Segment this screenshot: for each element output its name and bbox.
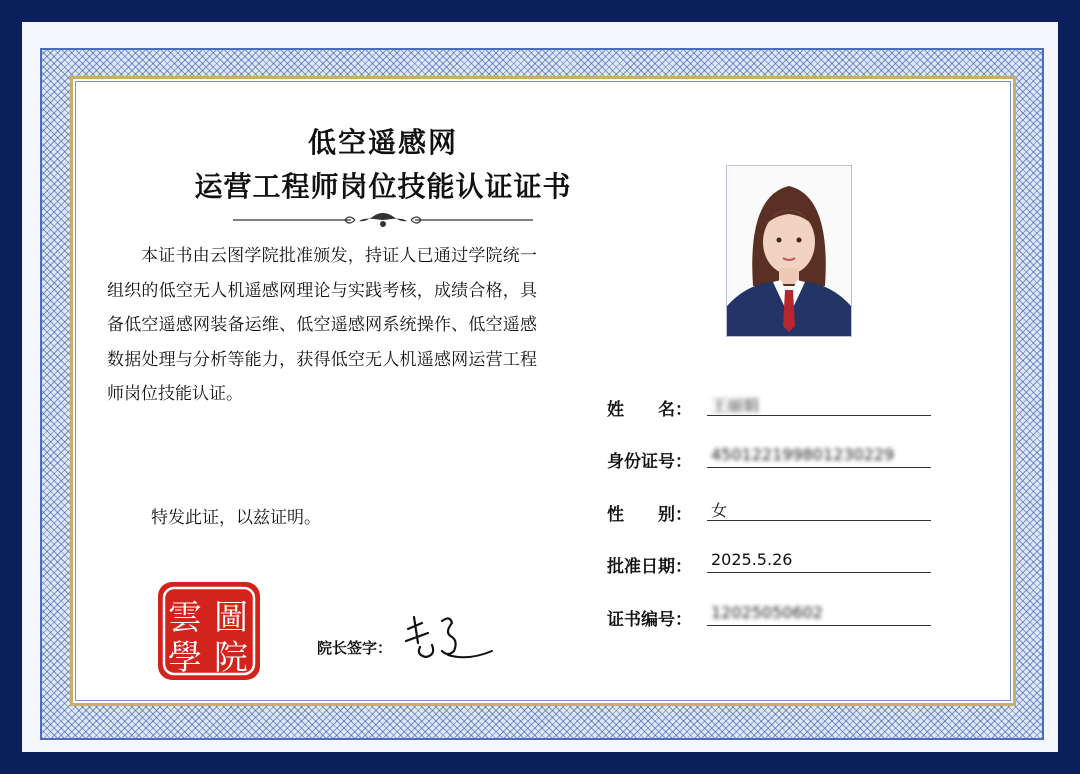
certificate-sheet	[22, 22, 1058, 752]
field-date-value: 2025.5.26	[707, 550, 931, 573]
id-number-value-text: 450122199801230229	[711, 445, 895, 464]
field-id-number	[607, 444, 927, 474]
field-date-label: 批准日期：	[607, 557, 692, 577]
field-cert-no	[607, 602, 927, 632]
field-cert-no-label: 证书编号：	[607, 610, 692, 630]
title-ornament-icon	[223, 209, 543, 231]
name-value-text: 王丽娟	[711, 396, 760, 415]
svg-text:圖: 圖	[214, 598, 248, 638]
field-cert-no-value	[707, 603, 931, 626]
svg-text:學: 學	[168, 638, 202, 678]
certificate-title-line2: 运营工程师岗位技能认证证书	[194, 170, 572, 203]
field-name-label: 姓 名：	[607, 400, 692, 420]
field-gender-label: 性 别：	[607, 505, 692, 525]
field-date	[607, 549, 927, 579]
svg-text:院: 院	[214, 638, 248, 678]
field-name	[607, 392, 927, 422]
certificate-title-line1: 低空遥感网	[307, 126, 458, 159]
field-name-value	[707, 393, 931, 416]
college-seal-icon	[155, 579, 263, 683]
field-id-number-label: 身份证号：	[607, 452, 692, 472]
dean-signature-icon	[398, 599, 498, 669]
signature-label: 院长签字：	[317, 639, 393, 657]
certificate-closing: 特发此证，以兹证明。	[151, 508, 321, 528]
certificate-body-text	[107, 239, 537, 412]
svg-text:雲: 雲	[168, 598, 202, 638]
field-gender	[607, 497, 927, 527]
cert-no-value-text: 12025050602	[711, 603, 823, 622]
body-paragraph: 本证书由云图学院批准颁发，持证人已通过学院统一组织的低空无人机遥感网理论与实践考核，成绩合格，具备低空遥感网装备运维、低空遥感网系统操作、低空遥感数据处理与分析等能力，获得低空无人机遥感网运营工程师岗位技能认证。	[107, 246, 537, 404]
field-gender-value: 女	[707, 498, 931, 521]
certificate-inner-panel	[70, 76, 1016, 706]
field-id-number-value	[707, 445, 931, 468]
holder-info-fields	[607, 79, 987, 699]
